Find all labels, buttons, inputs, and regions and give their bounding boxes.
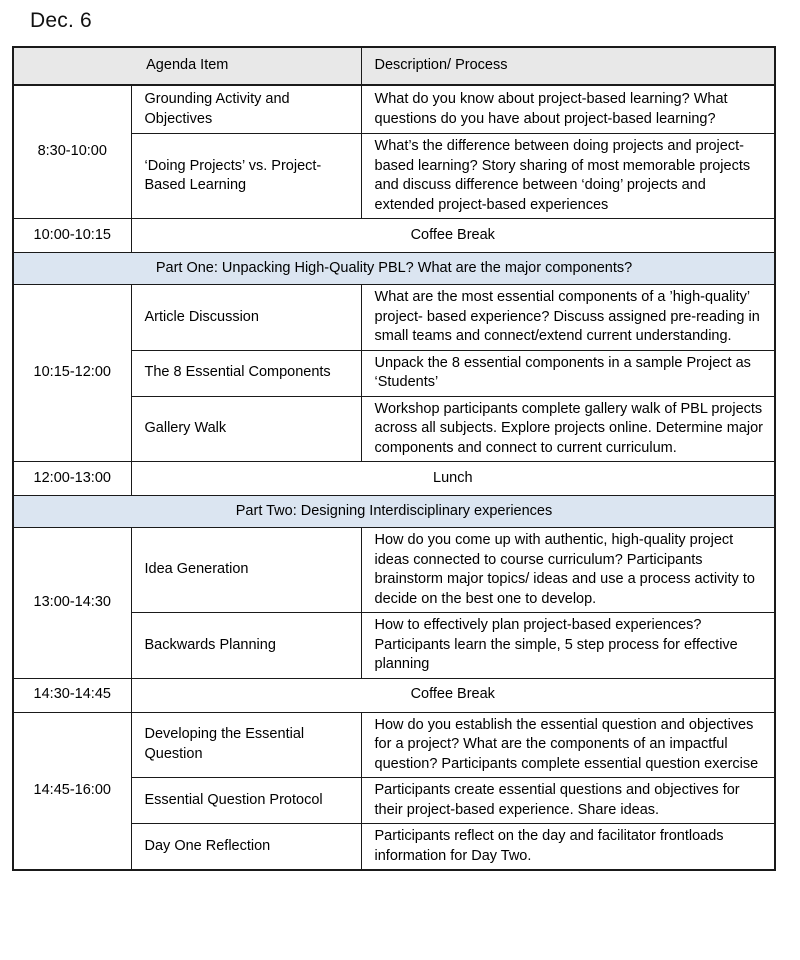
agenda-item-cell: Backwards Planning <box>131 613 361 679</box>
agenda-item-cell: ‘Doing Projects’ vs. Project-Based Learning <box>131 134 361 219</box>
time-cell: 13:00-14:30 <box>13 528 131 679</box>
break-row <box>13 678 775 712</box>
page-title: Dec. 6 <box>30 9 92 32</box>
description-cell: Participants create essential questions and objectives for their project-based experience. Share ideas. <box>361 778 775 824</box>
description-cell: How do you establish the essential question and objectives for a project? What are the components of an impactful question? Participants complete essential question exercise <box>361 712 775 778</box>
description-cell: Participants reflect on the day and facilitator frontloads information for Day Two. <box>361 824 775 871</box>
break-label-cell: Coffee Break <box>131 678 775 712</box>
agenda-row <box>13 285 775 351</box>
time-cell: 10:00-10:15 <box>13 219 131 253</box>
time-cell: 8:30-10:00 <box>13 85 131 219</box>
description-cell: Workshop participants complete gallery walk of PBL projects across all subjects. Explore projects online. Determine major components and connect to current curriculum. <box>361 396 775 462</box>
agenda-item-cell: Essential Question Protocol <box>131 778 361 824</box>
description-cell: What are the most essential components of a ’high-quality’ project- based experience? Discuss assigned pre-reading in small teams and connect/extend current understanding. <box>361 285 775 351</box>
agenda-item-cell: Developing the Essential Question <box>131 712 361 778</box>
column-header-description-process: Description/ Process <box>361 47 775 85</box>
agenda-item-cell: Idea Generation <box>131 528 361 613</box>
table-header-row <box>13 47 775 85</box>
description-cell: What’s the difference between doing projects and project-based learning? Story sharing of most memorable projects and discuss difference between ‘doing’ projects and extended project-based experiences <box>361 134 775 219</box>
time-cell: 12:00-13:00 <box>13 462 131 496</box>
time-cell: 10:15-12:00 <box>13 285 131 462</box>
section-banner-label: Part Two: Designing Interdisciplinary experiences <box>13 496 775 528</box>
description-cell: How do you come up with authentic, high-quality project ideas connected to course curriculum? Participants brainstorm major topics/ ideas and use a process activity to decide on the best one to develop. <box>361 528 775 613</box>
break-label-cell: Lunch <box>131 462 775 496</box>
agenda-table-body <box>13 85 775 870</box>
agenda-item-cell: The 8 Essential Components <box>131 350 361 396</box>
agenda-item-cell: Day One Reflection <box>131 824 361 871</box>
break-label-cell: Coffee Break <box>131 219 775 253</box>
description-cell: Unpack the 8 essential components in a sample Project as ‘Students’ <box>361 350 775 396</box>
agenda-row <box>13 528 775 613</box>
agenda-table <box>12 46 776 871</box>
agenda-item-cell: Grounding Activity and Objectives <box>131 85 361 134</box>
section-banner-row <box>13 253 775 285</box>
agenda-row <box>13 85 775 134</box>
break-row <box>13 462 775 496</box>
section-banner-label: Part One: Unpacking High-Quality PBL? What are the major components? <box>13 253 775 285</box>
time-cell: 14:30-14:45 <box>13 678 131 712</box>
break-row <box>13 219 775 253</box>
description-cell: What do you know about project-based learning? What questions do you have about project-based learning? <box>361 85 775 134</box>
description-cell: How to effectively plan project-based experiences? Participants learn the simple, 5 step process for effective planning <box>361 613 775 679</box>
agenda-item-cell: Gallery Walk <box>131 396 361 462</box>
agenda-item-cell: Article Discussion <box>131 285 361 351</box>
time-cell: 14:45-16:00 <box>13 712 131 870</box>
column-header-agenda-item: Agenda Item <box>13 47 361 85</box>
agenda-row <box>13 712 775 778</box>
section-banner-row <box>13 496 775 528</box>
